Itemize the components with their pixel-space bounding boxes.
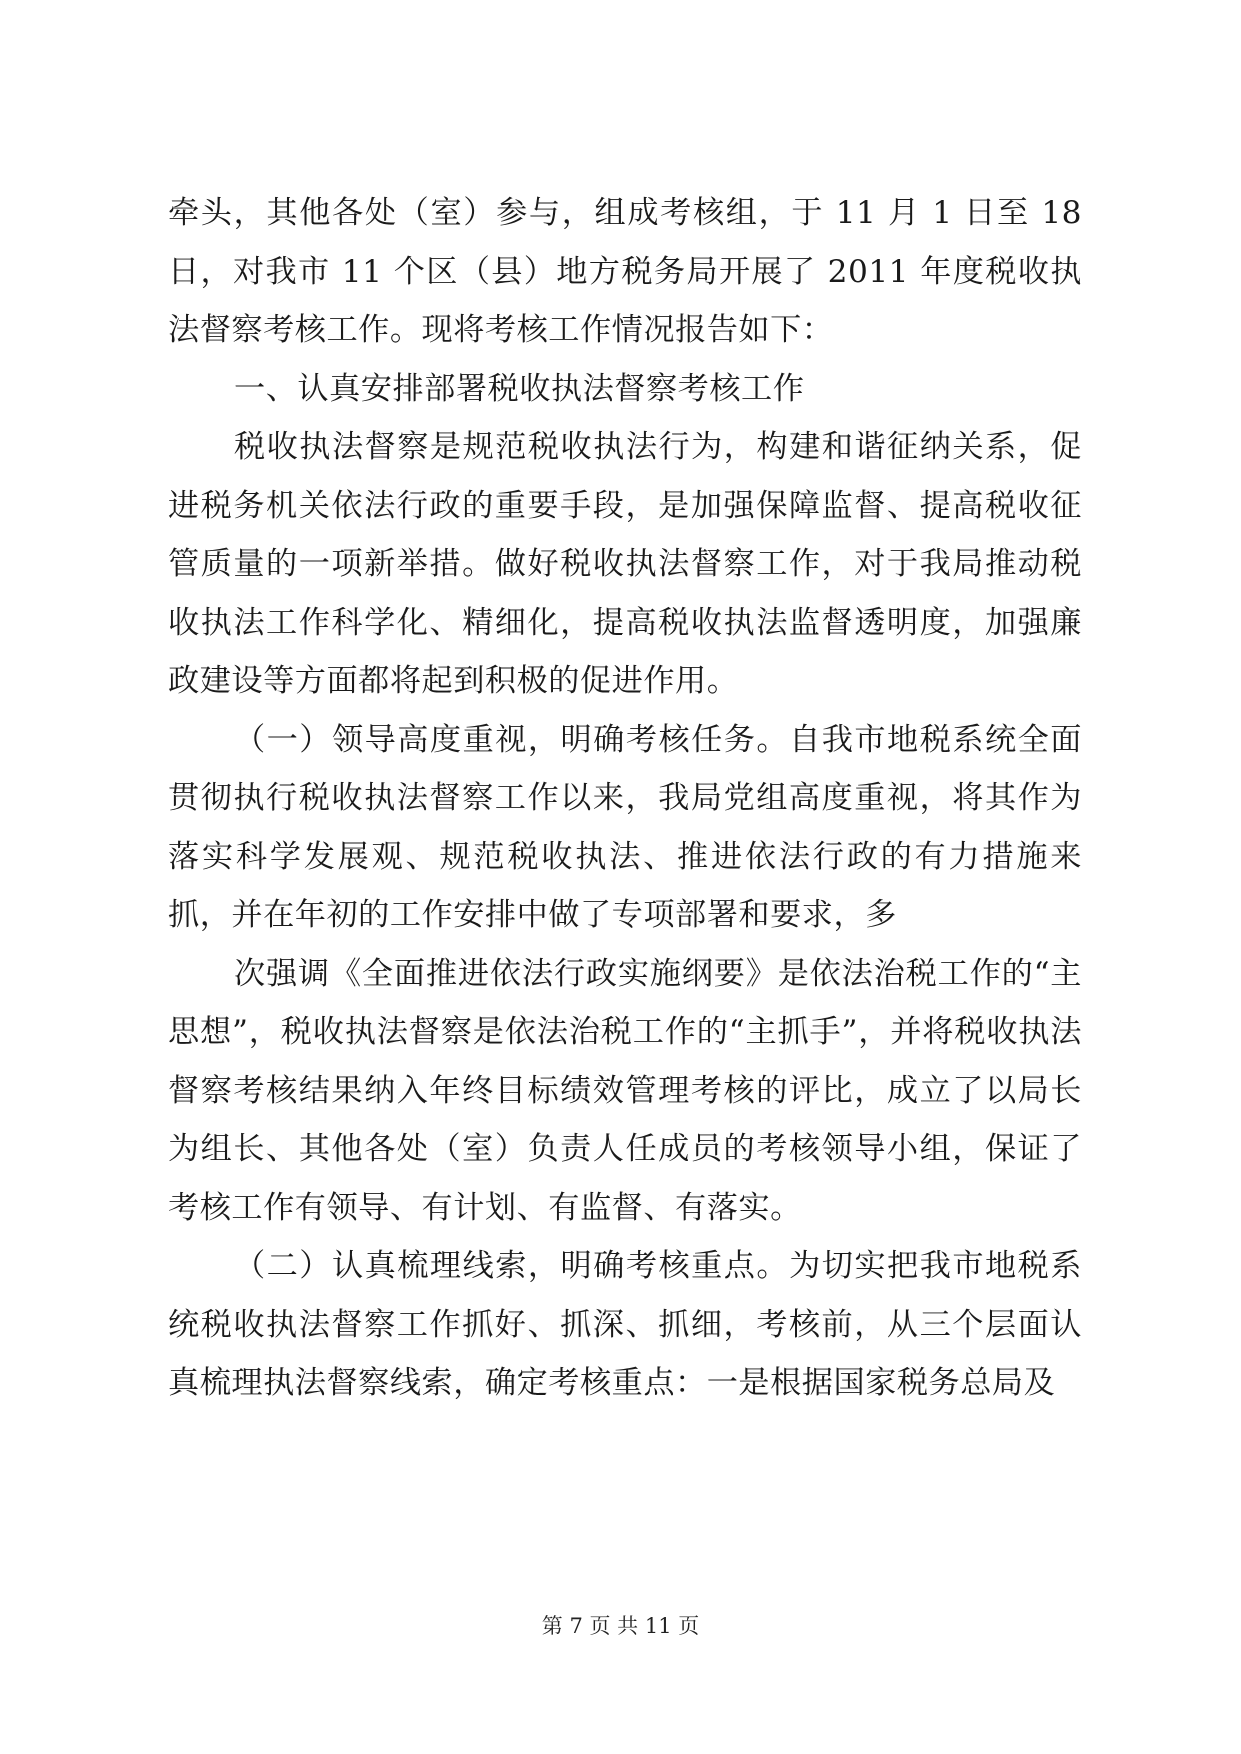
paragraph-subsection-1: （一）领导高度重视，明确考核任务。自我市地税系统全面贯彻执行税收执法督察工作以来，我局党组高度重视，将其作为落实科学发展观、规范税收执法、推进依法行政的有力措施来抓，并在年初的工作安排中做了专项部署和要求，多 <box>168 721 1082 933</box>
paragraph-intro: 税收执法督察是规范税收执法行为，构建和谐征纳关系，促进税务机关依法行政的重要手段，是加强保障监督、提高税收征管质量的一项新举措。做好税收执法督察工作，对于我局推动税收执法工作科学化、精细化，提高税收执法监督透明度，加强廉政建设等方面都将起到积极的促进作用。 <box>168 429 1082 699</box>
document-body <box>168 184 1082 1413</box>
section-heading: 一、认真安排部署税收执法督察考核工作 <box>234 370 805 407</box>
page-footer: 第 7 页 共 11 页 <box>541 1614 700 1638</box>
paragraph-subsection-1-cont: 次强调《全面推进依法行政实施纲要》是依法治税工作的“主思想”，税收执法督察是依法治税工作的“主抓手”，并将税收执法督察考核结果纳入年终目标绩效管理考核的评比，成立了以局长为组长、其他各处（室）负责人任成员的考核领导小组，保证了考核工作有领导、有计划、有监督、有落实。 <box>168 955 1082 1226</box>
paragraph-subsection-2: （二）认真梳理线索，明确考核重点。为切实把我市地税系统税收执法督察工作抓好、抓深、抓细，考核前，从三个层面认真梳理执法督察线索，确定考核重点：一是根据国家税务总局及 <box>168 1248 1082 1401</box>
paragraph-continuation: 牵头，其他各处（室）参与，组成考核组，于 11 月 1 日至 18 日，对我市 11 个区（县）地方税务局开展了 2011 年度税收执法督察考核工作。现将考核工作情况报告如下： <box>168 195 1082 348</box>
